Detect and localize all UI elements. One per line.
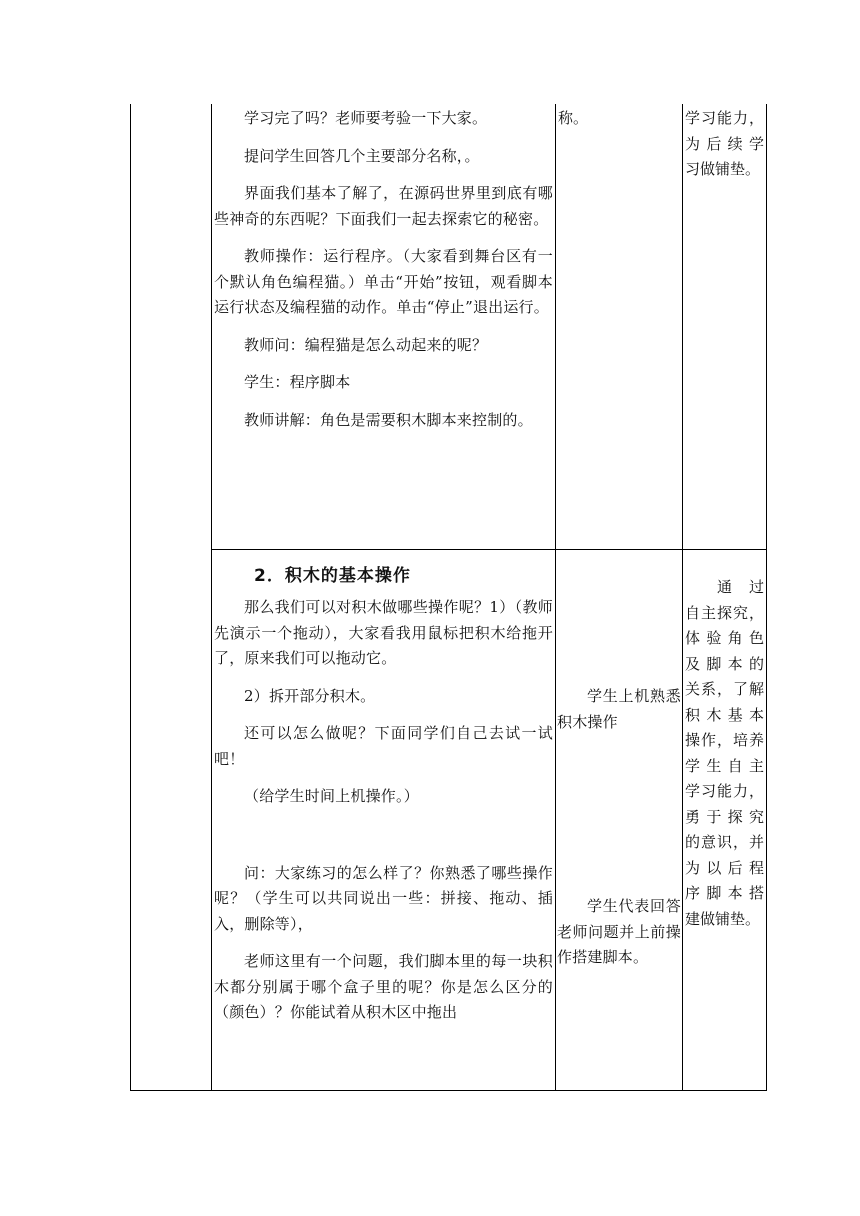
intent-line: 勇于探究 [685, 807, 764, 826]
intent-line: 及脚本的 [685, 654, 764, 673]
intent-line: 建做铺垫。 [685, 909, 761, 928]
student-activity-text: 称。 [558, 109, 589, 127]
paragraph: 学生：程序脚本 [244, 373, 351, 391]
intent-line: 学习能力， [685, 109, 764, 127]
student-activity-text: 学生上机熟悉积木操作 [557, 687, 681, 731]
student-activity-text: 学生代表回答老师问题并上前操作搭建脚本。 [557, 897, 681, 966]
row1-intent-cell [685, 104, 764, 183]
intent-line: 学生自主 [685, 756, 764, 775]
intent-line: 为后续学 [685, 134, 764, 153]
row2-content-cell [214, 550, 553, 1026]
table-divider-2 [555, 104, 556, 1091]
table-divider-1 [211, 104, 212, 1091]
paragraph: 教师操作：运行程序。（大家看到舞台区有一个默认角色编程猫。）单击“开始”按钮，观看脚本运行状态及编程猫的动作。单击“停止”退出运行。 [214, 247, 553, 316]
paragraph: 学习完了吗？老师要考验一下大家。 [244, 109, 488, 127]
intent-line: 自主探究， [685, 603, 764, 622]
row2-student-cell [557, 550, 681, 971]
row1-content-cell [214, 104, 553, 433]
table-divider-3 [682, 104, 683, 1091]
intent-line: 学习能力， [685, 782, 764, 800]
paragraph: 教师讲解：角色是需要积木脚本来控制的。 [244, 410, 533, 429]
intent-line: 积木基本 [685, 705, 764, 724]
paragraph: 界面我们基本了解了，在源码世界里到底有哪些神奇的东西呢？下面我们一起去探索它的秘密。 [214, 184, 553, 228]
paragraph: 老师这里有一个问题，我们脚本里的每一块积木都分别属于哪个盒子里的呢？你是怎么区分的（颜色）？你能试着从积木区中拖出 [214, 952, 553, 1021]
intent-line: 序脚本搭 [685, 884, 764, 902]
row2-intent-cell [685, 550, 764, 932]
paragraph: 2）拆开部分积木。 [244, 686, 376, 705]
paragraph: 提问学生回答几个主要部分名称，。 [244, 146, 480, 165]
paragraph: （给学生时间上机操作。） [244, 787, 419, 805]
table-border-left [130, 104, 131, 1091]
intent-line: 关系，了解 [685, 680, 764, 698]
intent-line: 通 过 [717, 578, 764, 596]
intent-line: 为以后程 [685, 858, 764, 877]
intent-line: 操作，培养 [685, 731, 764, 749]
paragraph: 问：大家练习的怎么样了？你熟悉了哪些操作呢？（学生可以共同说出一些：拼接、拖动、插入，删除等）， [214, 863, 553, 933]
table-border-right [766, 104, 767, 1091]
table-border-bottom [130, 1090, 767, 1091]
row1-student-cell [558, 104, 680, 132]
intent-line: 体验角色 [685, 629, 764, 647]
intent-line: 习做铺垫。 [685, 160, 761, 178]
paragraph: 教师问：编程猫是怎么动起来的呢？ [244, 335, 488, 354]
paragraph: 还可以怎么做呢？下面同学们自己去试一试吧！ [214, 724, 553, 768]
paragraph: 那么我们可以对积木做哪些操作呢？1）（教师先演示一个拖动），大家看我用鼠标把积木给拖开了，原来我们可以拖动它。 [214, 598, 553, 667]
intent-line: 的意识，并 [685, 833, 764, 851]
section-heading: 2．积木的基本操作 [254, 566, 411, 586]
